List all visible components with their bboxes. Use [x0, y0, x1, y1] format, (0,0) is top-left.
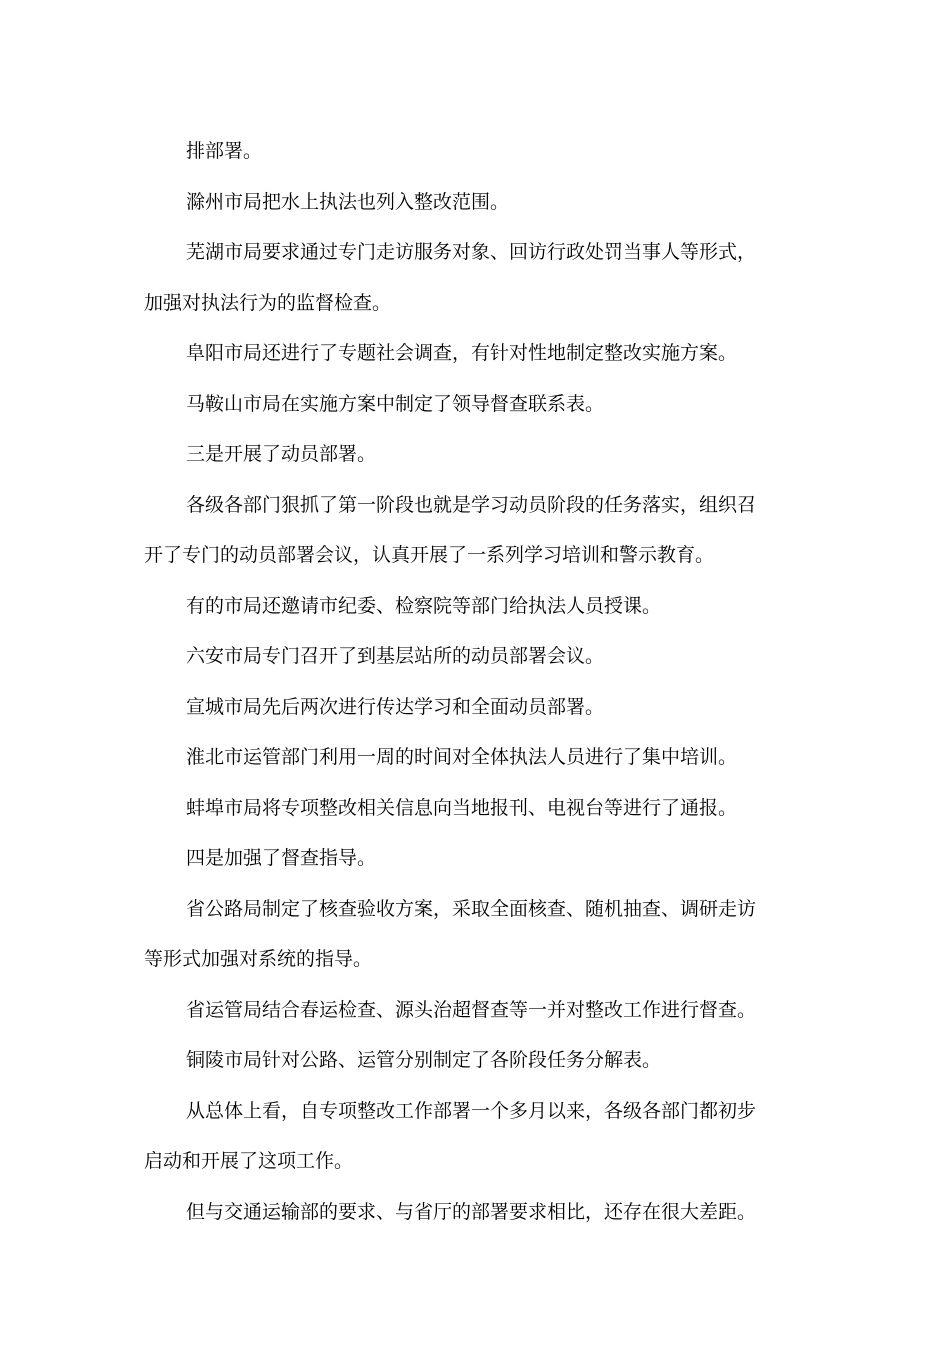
paragraph: 铜陵市局针对公路、运管分别制定了各阶段任务分解表。 — [186, 1049, 662, 1071]
paragraph: 淮北市运管部门利用一周的时间对全体执法人员进行了集中培训。 — [186, 746, 738, 768]
paragraph: 省运管局结合春运检查、源头治超督查等一并对整改工作进行督查。 — [186, 998, 757, 1021]
section-heading: 三是开展了动员部署。 — [186, 443, 377, 465]
paragraph: 省公路局制定了核查验收方案，采取全面核查、随机抽查、调研走访等形式加强对系统的指导。 — [144, 897, 757, 970]
paragraph: 马鞍山市局在实施方案中制定了领导督查联系表。 — [186, 392, 605, 415]
document-body — [144, 126, 764, 1237]
paragraph: 宣城市局先后两次进行传达学习和全面动员部署。 — [186, 695, 605, 718]
paragraph: 有的市局还邀请市纪委、检察院等部门给执法人员授课。 — [186, 594, 662, 617]
paragraph: 但与交通运输部的要求、与省厅的部署要求相比，还存在很大差距。 — [186, 1200, 757, 1223]
paragraph: 从总体上看，自专项整改工作部署一个多月以来，各级各部门都初步启动和开展了这项工作。 — [144, 1099, 757, 1172]
paragraph: 排部署。 — [186, 140, 263, 162]
paragraph: 芜湖市局要求通过专门走访服务对象、回访行政处罚当事人等形式，加强对执法行为的监督检查。 — [144, 241, 757, 314]
section-heading: 四是加强了督查指导。 — [186, 847, 377, 869]
paragraph: 滁州市局把水上执法也列入整改范围。 — [186, 190, 510, 213]
paragraph: 六安市局专门召开了到基层站所的动员部署会议。 — [186, 645, 605, 667]
paragraph: 蚌埠市局将专项整改相关信息向当地报刊、电视台等进行了通报。 — [186, 796, 738, 819]
paragraph: 阜阳市局还进行了专题社会调查，有针对性地制定整改实施方案。 — [186, 342, 738, 364]
paragraph: 各级各部门狠抓了第一阶段也就是学习动员阶段的任务落实，组织召开了专门的动员部署会议，认真开展了一系列学习培训和警示教育。 — [144, 493, 757, 566]
